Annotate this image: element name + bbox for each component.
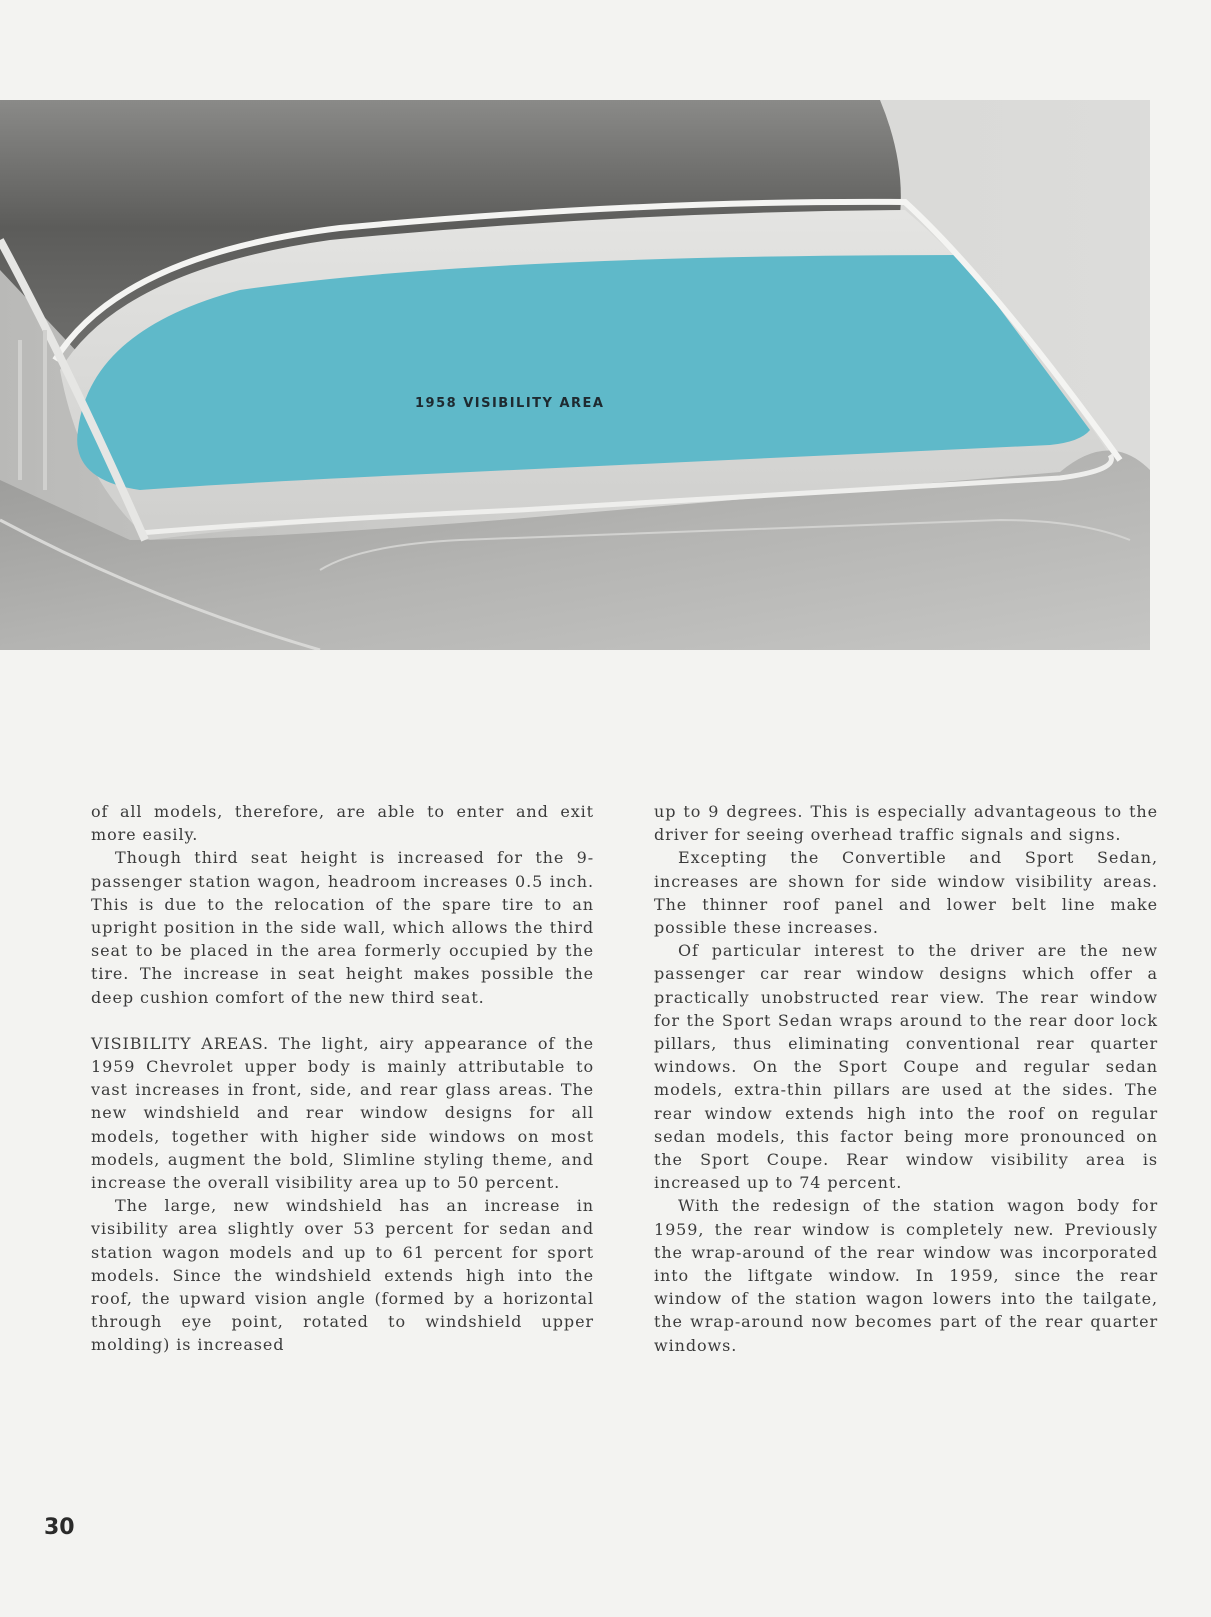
visibility-area-label: 1958 VISIBILITY AREA: [415, 396, 605, 411]
text-column-left: [91, 800, 594, 1357]
paragraph: With the redesign of the station wagon body for 1959, the rear window is completely new. Previously the wrap-around of the rear window was incorporated into the liftgate window. In 1959, since the rear window of the station wagon lowers into the tailgate, the wrap-around now becomes part of the rear quarter windows.: [654, 1196, 1158, 1355]
car-photo-svg: [0, 100, 1150, 650]
car-rear-window-illustration: [0, 100, 1150, 650]
text-column-right: [654, 800, 1158, 1357]
paragraph: The large, new windshield has an increase in visibility area slightly over 53 percent for sedan and station wagon models and up to 61 percent for sport models. Since the windshield extends high into the roof, the upward vision angle (formed by a horizontal through eye point, rotated to windshield upper molding) is increased: [91, 1196, 594, 1355]
paragraph: Of particular interest to the driver are the new passenger car rear window designs which offer a practically unobstructed rear view. The rear window for the Sport Sedan wraps around to the rear door lock pillars, thus eliminating conventional rear quarter windows. On the Sport Coupe and regular sedan models, extra-thin pillars are used at the sides. The rear window extends high into the roof on regular sedan models, this factor being more pronounced on the Sport Coupe. Rear window visibility area is increased up to 74 percent.: [654, 941, 1158, 1193]
paragraph: Though third seat height is increased for the 9-passenger station wagon, headroom increases 0.5 inch. This is due to the relocation of the spare tire to an upright position in the side wall, which allows the third seat to be placed in the area formerly occupied by the tire. The increase in seat height makes possible the deep cushion comfort of the new third seat.: [91, 848, 594, 1007]
paragraph-visibility-areas: VISIBILITY AREAS. The light, airy appearance of the 1959 Chevrolet upper body is mainly attributable to vast increases in front, side, and rear glass areas. The new windshield and rear window designs for all models, together with higher side windows on most models, augment the bold, Slimline styling theme, and increase the overall visibility area up to 50 percent.: [91, 1033, 594, 1193]
paragraph: up to 9 degrees. This is especially advantageous to the driver for seeing overhead traffic signals and signs.: [654, 802, 1158, 845]
page-number: 30: [44, 1515, 75, 1540]
paragraph: Excepting the Convertible and Sport Sedan, increases are shown for side window visibility areas. The thinner roof panel and lower belt line make possible these increases.: [654, 848, 1158, 938]
paragraph: of all models, therefore, are able to enter and exit more easily.: [91, 802, 594, 845]
